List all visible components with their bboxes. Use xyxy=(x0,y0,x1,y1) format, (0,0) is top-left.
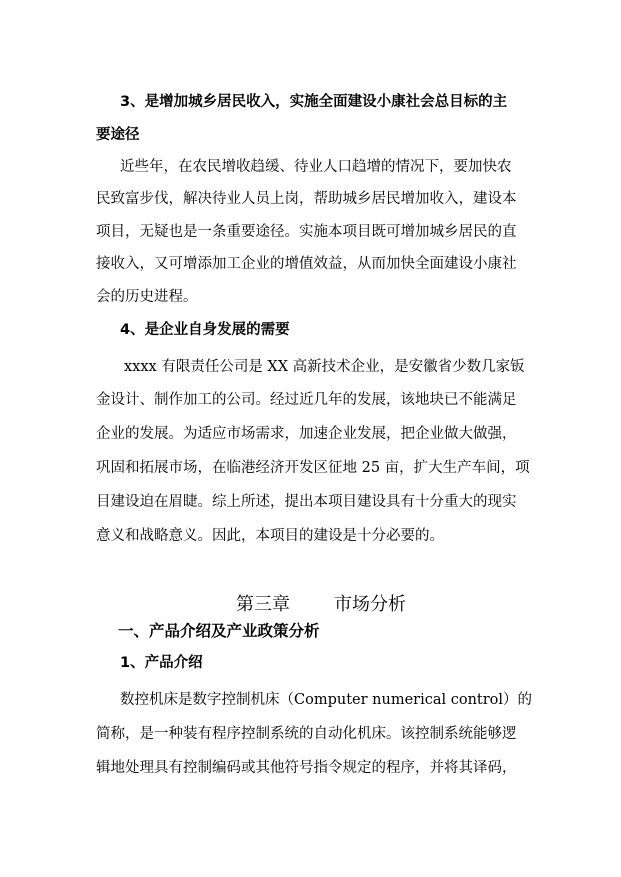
chapter-number: 第三章 xyxy=(236,594,290,615)
section-4-paragraph-line: 意义和战略意义。因此，本项目的建设是十分必要的。 xyxy=(96,528,444,544)
section-3-heading-line-1: 3、是增加城乡居民收入，实施全面建设小康社会总目标的主 xyxy=(120,94,508,110)
section-3-paragraph-line: 会的历史进程。 xyxy=(96,289,198,305)
section-4-paragraph-line: 目建设迫在眉睫。综上所述，提出本项目建设具有十分重大的现实 xyxy=(96,494,517,510)
item-1-heading: 1、产品介绍 xyxy=(120,655,203,671)
section-3-paragraph-line: 近些年，在农民增收趋缓、待业人口趋增的情况下，要加快农 xyxy=(120,159,512,175)
chapter-paragraph-line: 数控机床是数字控制机床（Computer numerical control）的 xyxy=(120,692,533,708)
section-3-paragraph-line: 接收入，又可增添加工企业的增值效益，从而加快全面建设小康社 xyxy=(96,256,517,272)
section-4-paragraph-line: 巩固和拓展市场，在临港经济开发区征地 25 亩，扩大生产车间，项 xyxy=(96,460,530,476)
chapter-paragraph-line: 简称，是一种装有程序控制系统的自动化机床。该控制系统能够逻 xyxy=(96,726,517,742)
chapter-paragraph-line: 辑地处理具有控制编码或其他符号指令规定的程序，并将其译码， xyxy=(96,760,517,776)
section-4-paragraph-line: 金设计、制作加工的公司。经过近几年的发展，该地块已不能满足 xyxy=(96,392,517,408)
section-4-heading: 4、是企业自身发展的需要 xyxy=(120,322,290,338)
section-3-heading-line-2: 要途径 xyxy=(96,127,140,143)
section-3-paragraph-line: 民致富步伐，解决待业人员上岗，帮助城乡居民增加收入，建设本 xyxy=(96,191,517,207)
section-4-paragraph-line: 企业的发展。为适应市场需求，加速企业发展，把企业做大做强， xyxy=(96,426,517,442)
chapter-subheading: 一、产品介绍及产业政策分析 xyxy=(118,622,320,640)
section-4-paragraph-line: xxxx 有限责任公司是 XX 高新技术企业，是安徽省少数几家钣 xyxy=(124,359,525,375)
section-3-paragraph-line: 项目，无疑也是一条重要途径。实施本项目既可增加城乡居民的直 xyxy=(96,224,517,240)
chapter-title: 市场分析 xyxy=(334,594,406,615)
